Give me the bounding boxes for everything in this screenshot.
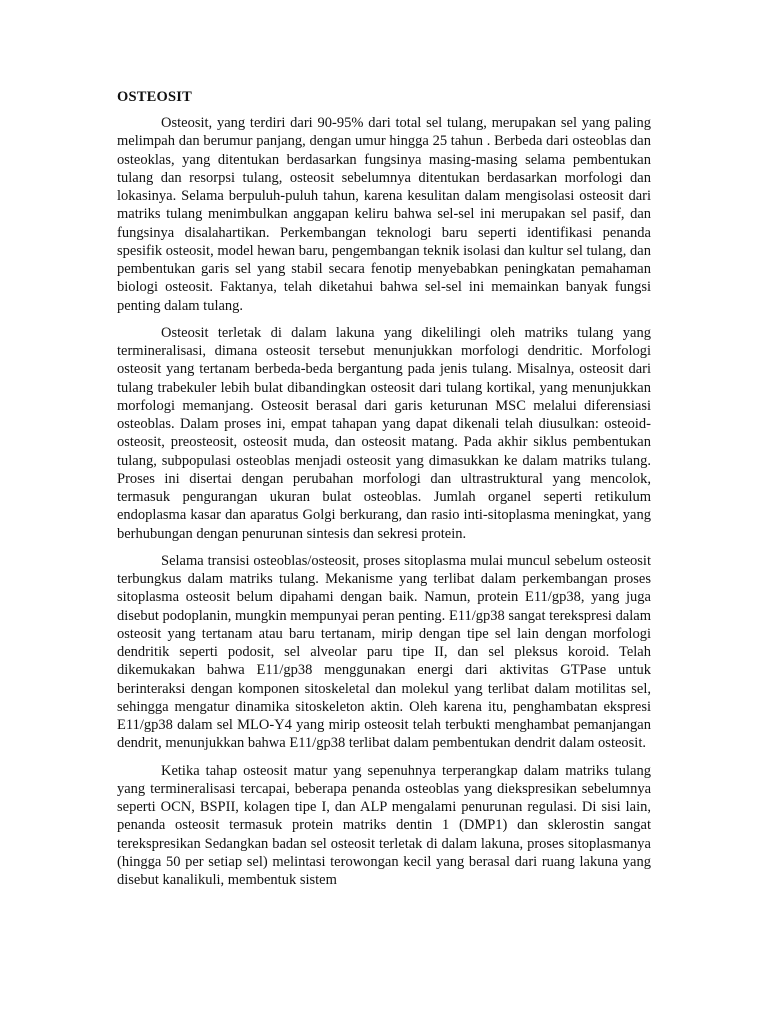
- paragraph-1: Osteosit, yang terdiri dari 90-95% dari total sel tulang, merupakan sel yang paling melimpah dan berumur panjang, dengan umur hingga 25 tahun . Berbeda dari osteoblas dan osteoklas, yang ditentukan berdasarkan fungsinya masing-masing selama pembentukan tulang dan resorpsi tulang, osteosit sebelumnya ditentukan berdasarkan morfologi dan lokasinya. Selama berpuluh-puluh tahun, karena kesulitan dalam mengisolasi osteosit dari matriks tulang menimbulkan anggapan keliru bahwa sel-sel ini merupakan sel pasif, dan fungsinya disalahartikan. Perkembangan teknologi baru seperti identifikasi penanda spesifik osteosit, model hewan baru, pengembangan teknik isolasi dan kultur sel tulang, dan pembentukan garis sel yang stabil secara fenotip menyebabkan peningkatan pemahaman biologi osteosit. Faktanya, telah diketahui bahwa sel-sel ini memainkan banyak fungsi penting dalam tulang.: [117, 115, 651, 314]
- paragraph-2: Osteosit terletak di dalam lakuna yang dikelilingi oleh matriks tulang yang termineralisasi, dimana osteosit tersebut menunjukkan morfologi dendritic. Morfologi osteosit yang tertanam berbeda-beda bergantung pada jenis tulang. Misalnya, osteosit dari tulang trabekuler lebih bulat dibandingkan osteosit dari tulang kortikal, yang menunjukkan morfologi memanjang. Osteosit berasal dari garis keturunan MSC melalui diferensiasi osteoblas. Dalam proses ini, empat tahapan yang dapat dikenali telah diusulkan: osteoid-osteosit, preosteosit, osteosit muda, dan osteosit matang. Pada akhir siklus pembentukan tulang, subpopulasi osteoblas menjadi osteosit yang dimasukkan ke dalam matriks tulang. Proses ini disertai dengan perubahan morfologi dan ultrastruktural yang mencolok, termasuk pengurangan ukuran bulat osteoblas. Jumlah organel seperti retikulum endoplasma kasar dan aparatus Golgi berkurang, dan rasio inti-sitoplasma meningkat, yang berhubungan dengan penurunan sintesis dan sekresi protein.: [117, 324, 651, 542]
- document-title: OSTEOSIT: [117, 89, 192, 105]
- paragraph-3: Selama transisi osteoblas/osteosit, proses sitoplasma mulai muncul sebelum osteosit terbungkus dalam matriks tulang. Mekanisme yang terlibat dalam perkembangan proses sitoplasma osteosit belum dipahami dengan baik. Namun, protein E11/gp38, yang juga disebut podoplanin, mungkin mempunyai peran penting. E11/gp38 sangat terekspresi dalam osteosit yang tertanam atau baru tertanam, mirip dengan tipe sel lain dengan morfologi dendritik seperti podosit, sel alveolar paru tipe II, dan sel pleksus koroid. Telah dikemukakan bahwa E11/gp38 menggunakan energi dari aktivitas GTPase untuk berinteraksi dengan komponen sitoskeletal dan molekul yang terlibat dalam motilitas sel, sehingga mengatur dinamika sitoskeleton aktin. Oleh karena itu, penghambatan ekspresi E11/gp38 dalam sel MLO-Y4 yang mirip osteosit telah terbukti menghambat pemanjangan dendrit, menunjukkan bahwa E11/gp38 terlibat dalam pembentukan dendrit dalam osteosit.: [117, 552, 651, 752]
- paragraph-4: Ketika tahap osteosit matur yang sepenuhnya terperangkap dalam matriks tulang yang termineralisasi tercapai, beberapa penanda osteoblas yang diekspresikan sebelumnya seperti OCN, BSPII, kolagen tipe I, dan ALP mengalami penurunan regulasi. Di sisi lain, penanda osteosit termasuk protein matriks dentin 1 (DMP1) dan sklerostin sangat terekspresikan Sedangkan badan sel osteosit terletak di dalam lakuna, proses sitoplasmanya (hingga 50 per setiap sel) melintasi terowongan kecil yang berasal dari ruang lakuna yang disebut kanalikuli, membentuk sistem: [117, 762, 651, 888]
